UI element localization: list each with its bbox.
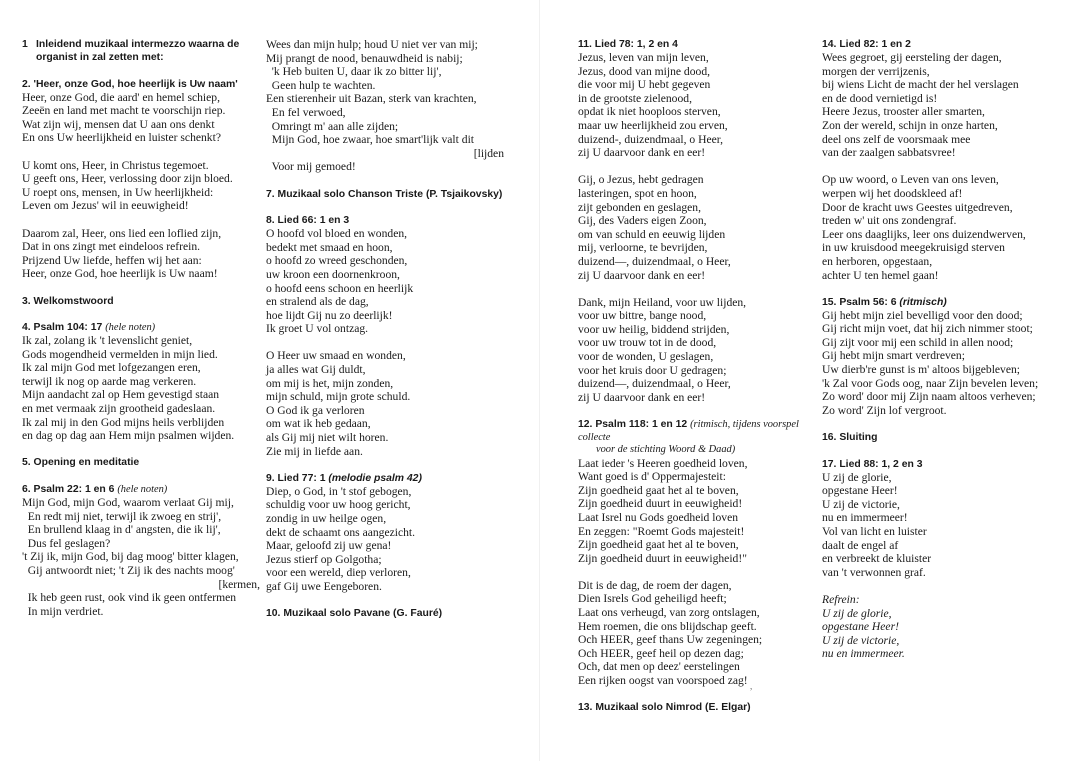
verse-line: Zijn goedheid duurt in eeuwigheid!" [578, 551, 747, 565]
verse-line: van 't verwonnen graf. [822, 565, 926, 579]
stray-mark: , [750, 681, 753, 691]
page-fold [539, 0, 540, 761]
section-heading [266, 214, 504, 227]
verse-line: Zon der wereld, schijn in onze harten, [822, 118, 998, 132]
spacer [266, 201, 504, 215]
verse-line: Wees gegroet, gij eersteling der dagen, [822, 51, 1002, 64]
verse-line: Gij richt mijn voet, dat hij zich nimmer stoot; [822, 322, 1033, 336]
verse-line: maar uw heerlijkheid zou erven, [578, 118, 728, 132]
verse-line: opgestane Heer! [822, 484, 898, 498]
verse-line: achter U ten hemel gaan! [822, 268, 939, 282]
verse-line: Dit is de dag, de roem der dagen, [578, 578, 732, 592]
section-heading [822, 458, 1060, 471]
verse-line: gaf Gij uwe Eengeboren. [266, 579, 382, 593]
verse-line: om van schuld en eeuwig lijden [578, 227, 726, 241]
verse-line: Heer, onze God, die aard' en hemel schiep, [22, 90, 220, 104]
spacer [578, 282, 816, 296]
spacer [22, 64, 260, 78]
verse-line: Laat ieder 's Heeren goedheid loven, [578, 456, 748, 470]
spacer [578, 160, 816, 174]
verse-line: Mijn God, hoe zwaar, hoe smart'lijk valt dit [266, 133, 475, 147]
section-heading [22, 321, 260, 334]
verse-line: Zie mij in liefde aan. [266, 444, 363, 458]
section-number: 1 [22, 39, 28, 50]
section-note: (ritmisch) [899, 296, 947, 308]
verse-line: morgen der verrijzenis, [822, 64, 930, 78]
verse-line: Voor mij gemoed! [266, 160, 356, 174]
section-title: 9. Lied 77: 1 [266, 472, 326, 484]
column-4 [822, 38, 1060, 661]
spacer [22, 308, 260, 322]
refrain-line: nu en immermeer. [822, 647, 905, 661]
section-title: 17. Lied 88: 1, 2 en 3 [822, 458, 923, 470]
verse-line: Zo word' Zijn lof vergroot. [822, 403, 947, 417]
verse-line: mijn schuld, mijn grote schuld. [266, 390, 411, 404]
refrain-line: opgestane Heer! [822, 620, 899, 634]
section-note: (hele noten) [117, 484, 168, 496]
spacer [22, 469, 260, 483]
section-heading [266, 472, 504, 485]
verse-line: opdat ik niet hooploos sterven, [578, 105, 721, 119]
verse-line: duizend—, duizendmaal, o Heer, [578, 254, 731, 268]
verse-line: Zo word' door mij Zijn naam altoos verheven; [822, 390, 1036, 404]
spacer [266, 174, 504, 188]
verse-line: Laat Isrel nu Gods goedheid loven [578, 510, 739, 524]
verse-line: voor de wonden, U geslagen, [578, 350, 714, 364]
spacer [578, 688, 816, 702]
section-title: Inleidend muzikaal intermezzo waarna de organist in zal zetten met: [36, 39, 240, 63]
verse-line: In mijn verdriet. [22, 604, 104, 618]
verse-line: Gij zijt voor mij een schild in allen nood; [822, 335, 1014, 349]
section-heading [266, 607, 504, 620]
verse-line: en dag op dag aan Hem mijn psalmen wijden. [22, 429, 235, 443]
verse-line: O Heer uw smaad en wonden, [266, 349, 406, 363]
verse-line: zij U daarvoor dank en eer! [578, 146, 706, 160]
verse-line: En redt mij niet, terwijl ik zwoeg en strij', [22, 509, 222, 523]
verse-line: Diep, o God, in 't stof gebogen, [266, 484, 412, 498]
verse-line: U roept ons, mensen, in Uw heerlijkheid: [22, 185, 214, 199]
spacer [578, 565, 816, 579]
section-title: 8. Lied 66: 1 en 3 [266, 215, 350, 227]
verse-line: Daarom zal, Heer, ons lied een loflied zijn, [22, 226, 222, 240]
section-heading [822, 431, 1060, 444]
verse-line: Een stierenheir uit Bazan, sterk van krachten, [266, 92, 477, 106]
verse-line: om mij is het, mijn zonden, [266, 376, 394, 390]
section-heading [822, 38, 1060, 51]
verse-line: duizend-, duizendmaal, o Heer, [578, 132, 724, 146]
verse-line: Geen hulp te wachten. [266, 78, 376, 92]
verse-line: deel ons zelf de voorsmaak mee [822, 132, 971, 146]
verse-line: Gods mogendheid vermelden in mijn lied. [22, 347, 218, 361]
verse-line: Och, dat men op deez' eerstelingen [578, 660, 740, 674]
section-title: 6. Psalm 22: 1 en 6 [22, 484, 115, 496]
verse-line: Ik zal mij in den God mijns heils verblijden [22, 415, 225, 429]
section-title: 4. Psalm 104: 17 [22, 322, 103, 334]
verse-line: Wat zijn wij, mensen dat U aan ons denkt [22, 117, 215, 131]
spacer [22, 281, 260, 295]
verse-line: werpen wij het doodskleed af! [822, 186, 963, 200]
verse-line: Mij prangt de nood, benauwdheid is nabij; [266, 51, 463, 65]
verse-line: Dat in ons zingt met eindeloos refrein. [22, 240, 201, 254]
verse-line: om wat ik heb gedaan, [266, 417, 371, 431]
verse-line: Zijn goedheid gaat het al te boven, [578, 483, 739, 497]
section-heading [578, 701, 816, 714]
verse-line: Heere Jezus, trooster aller smarten, [822, 105, 985, 119]
verse-line: voor uw trouw tot in de dood, [578, 336, 717, 350]
verse-line: Dank, mijn Heiland, voor uw lijden, [578, 295, 747, 309]
section-title: 14. Lied 82: 1 en 2 [822, 39, 911, 50]
section-title: 10. Muzikaal solo Pavane (G. Fauré) [266, 608, 443, 620]
section-title: 16. Sluiting [822, 432, 878, 444]
verse-line: van der zaalgen sabbatsvree! [822, 146, 956, 160]
verse-line: uw kroon een doornenkroon, [266, 267, 400, 281]
section-heading [22, 483, 260, 496]
refrain-line: Refrein: [822, 592, 860, 606]
spacer [822, 579, 1060, 593]
verse-line: Dus fel geslagen? [22, 536, 111, 550]
verse-line: Gij hebt mijn ziel bevelligd voor den dood; [822, 308, 1023, 322]
verse-line: Want goed is d' Oppermajesteit: [578, 470, 726, 484]
verse-line: O hoofd vol bloed en wonden, [266, 227, 408, 241]
verse-line: U geeft ons, Heer, verlossing door zijn bloed. [22, 172, 233, 186]
spacer [822, 282, 1060, 296]
verse-line: Jezus, dood van mijne dood, [578, 64, 711, 78]
verse-line: Door de kracht uws Geestes uitgedreven, [822, 200, 1013, 214]
section-heading [266, 188, 504, 201]
verse-line: 't Zij ik, mijn God, bij dag moog' bitter klagen, [22, 550, 239, 564]
verse-line: Jezus stierf op Golgotha; [266, 552, 382, 566]
verse-line: Ik heb geen rust, ook vind ik geen ontfermen [22, 591, 237, 605]
spacer [822, 160, 1060, 174]
section-title: 13. Muzikaal solo Nimrod (E. Elgar) [578, 702, 751, 714]
verse-line: hoe lijdt Gij nu zo deerlijk! [266, 308, 393, 322]
column-3 [578, 38, 816, 714]
spacer [22, 443, 260, 457]
verse-line: voor het kruis door U gedragen; [578, 363, 727, 377]
verse-line: Ik zal mijn God met lofgezangen eren, [22, 361, 201, 375]
verse-line: Zijn goedheid gaat het al te boven, [578, 538, 739, 552]
verse-line: in de grootste zielenood, [578, 91, 692, 105]
section-note: (hele noten) [105, 322, 156, 334]
verse-line: 'k Zal voor Gods oog, naar Zijn bevelen leven; [822, 376, 1039, 390]
verse-line: Gij antwoordt niet; 't Zij ik des nachts moog' [22, 564, 235, 577]
verse-line: terwijl ik nog op aarde mag verkeren. [22, 374, 197, 388]
verse-line: En fel verwoed, [266, 105, 346, 119]
verse-line: bij wiens Licht de macht der hel verslagen [822, 78, 1019, 92]
refrain-line: U zij de glorie, [822, 606, 892, 620]
section-title: 12. Psalm 118: 1 en 12 [578, 419, 688, 431]
column-2 [266, 38, 504, 620]
verse-line: voor uw heilig, biddend strijden, [578, 322, 730, 336]
verse-line: Dien Isrels God geheiligd heeft; [578, 592, 727, 606]
section-heading [22, 78, 260, 91]
verse-line: schuldig voor uw hoog gericht, [266, 498, 411, 512]
verse-line: Leer ons daaglijks, leer ons duizendwerven, [822, 227, 1026, 241]
spacer [22, 145, 260, 159]
verse-line: o hoofd eens schoon en heerlijk [266, 281, 414, 295]
spacer [822, 417, 1060, 431]
verse-line: En ons Uw heerlijkheid en luister schenkt? [22, 131, 221, 145]
verse-line: treden w' uit ons zondengraf. [822, 214, 957, 228]
verse-line: Op uw woord, o Leven van ons leven, [822, 173, 999, 187]
verse-line: dekt de schaamt ons aangezicht. [266, 525, 416, 539]
section-heading [578, 38, 816, 51]
spacer [266, 336, 504, 350]
verse-line: Gij, o Jezus, hebt gedragen [578, 173, 704, 187]
verse-line: bedekt met smaad en hoon, [266, 240, 393, 254]
section-heading [578, 418, 816, 444]
verse-line: Jezus, leven van mijn leven, [578, 51, 709, 64]
verse-line: zondig in uw heilge ogen, [266, 512, 387, 525]
verse-line: nu en immermeer! [822, 511, 908, 525]
verse-line-continuation: [lijden [473, 146, 504, 160]
verse-line: die voor mij U hebt gegeven [578, 78, 711, 92]
verse-line: 'k Heb buiten U, daar ik zo bitter lij', [266, 65, 442, 79]
section-heading [822, 296, 1060, 309]
section-title: 15. Psalm 56: 6 [822, 296, 897, 308]
verse-line: Och HEER, geef heil op dezen dag; [578, 646, 744, 660]
verse-line: en de dood vernietigd is! [822, 91, 938, 105]
verse-line: Uw dierb're gunst is m' altoos bijgebleven; [822, 363, 1021, 377]
verse-line: daalt de engel af [822, 538, 899, 552]
verse-line: en stralend als de dag, [266, 295, 369, 309]
verse-line: Heer, onze God, hoe heerlijk is Uw naam! [22, 267, 218, 281]
spacer [266, 594, 504, 608]
verse-line: en herboren, opgestaan, [822, 254, 933, 268]
verse-line: zij U daarvoor dank en eer! [578, 268, 706, 282]
verse-line: Zeeën en land met macht te voorschijn riep. [22, 104, 226, 118]
verse-line: Gij hebt mijn smart verdreven; [822, 349, 965, 363]
section-heading [22, 456, 260, 469]
section-title: 3. Welkomstwoord [22, 295, 114, 307]
verse-line: Laat ons verheugd, van zorg ontslagen, [578, 606, 760, 620]
verse-line: ja alles wat Gij duldt, [266, 363, 366, 377]
verse-line: Wees dan mijn hulp; houd U niet ver van mij; [266, 38, 478, 51]
verse-line: Hem roemen, die ons blijdschap geeft. [578, 619, 757, 633]
section-heading [22, 295, 260, 308]
verse-line: duizend—, duizendmaal, o Heer, [578, 377, 731, 391]
verse-line: O God ik ga verloren [266, 403, 365, 417]
section-title: 5. Opening en meditatie [22, 457, 140, 469]
verse-line: En brullend klaag in d' angsten, die ik lij', [22, 523, 221, 537]
verse-line: voor uw bittre, bange nood, [578, 309, 707, 323]
verse-line: Omringt m' aan alle zijden; [266, 119, 399, 133]
verse-line: Vol van licht en luister [822, 525, 927, 538]
spacer [578, 404, 816, 418]
verse-line: U komt ons, Heer, in Christus tegemoet. [22, 158, 209, 172]
verse-line: voor een wereld, diep verloren, [266, 566, 411, 580]
verse-line-continuation: [kermen, [218, 577, 260, 591]
verse-line: Zijn goedheid duurt in eeuwigheid! [578, 497, 743, 511]
spacer [22, 213, 260, 227]
verse-line: als Gij mij niet wilt horen. [266, 431, 389, 445]
spacer [822, 444, 1060, 458]
section-note: voor de stichting Woord & Daad) [596, 444, 736, 456]
verse-line: lasteringen, spot en hoon, [578, 186, 697, 200]
verse-line: zij U daarvoor dank en eer! [578, 390, 706, 404]
verse-line: Och HEER, geef thans Uw zegeningen; [578, 633, 763, 647]
section-title: 11. Lied 78: 1, 2 en 4 [578, 39, 678, 50]
verse-line: in uw kruisdood meegekruisigd sterven [822, 241, 1005, 255]
verse-line: Een rijken oogst van voorspoed zag! [578, 674, 748, 688]
section-note: (melodie psalm 42) [328, 472, 422, 484]
verse-line: U zij de victorie, [822, 497, 900, 511]
section-heading [22, 38, 260, 64]
verse-line: Ik zal, zolang ik 't levenslicht geniet, [22, 334, 193, 348]
verse-line: zijt gebonden en geslagen, [578, 200, 701, 214]
verse-line: U zij de glorie, [822, 470, 892, 484]
section-title: 7. Muzikaal solo Chanson Triste (P. Tsjaikovsky) [266, 188, 503, 200]
verse-line: mij, verloorne, te bevrijden, [578, 241, 708, 255]
verse-line: en met vermaak zijn grootheid gadeslaan. [22, 402, 216, 416]
verse-line: En zeggen: "Roemt Gods majesteit! [578, 524, 745, 538]
verse-line: Leven om Jezus' wil in eeuwigheid! [22, 199, 189, 213]
refrain-line: U zij de victorie, [822, 633, 900, 647]
section-title: 2. 'Heer, onze God, hoe heerlijk is Uw naam' [22, 78, 238, 90]
section-note: (ritmisch, tijdens voorspel collecte [578, 419, 799, 444]
verse-line: Mijn aandacht zal op Hem gevestigd staan [22, 388, 220, 402]
spacer [266, 458, 504, 472]
verse-line: en verbreekt de kluister [822, 552, 932, 566]
verse-line: Gij, des Vaders eigen Zoon, [578, 214, 707, 228]
verse-line: Mijn God, mijn God, waarom verlaat Gij mij, [22, 496, 234, 510]
verse-line: o hoofd zo wreed geschonden, [266, 254, 408, 268]
verse-line: Maar, geloofd zij uw gena! [266, 539, 392, 553]
column-1 [22, 38, 260, 618]
verse-line: Prijzend Uw liefde, heffen wij het aan: [22, 253, 202, 267]
verse-line: Ik groet U vol ontzag. [266, 322, 369, 336]
